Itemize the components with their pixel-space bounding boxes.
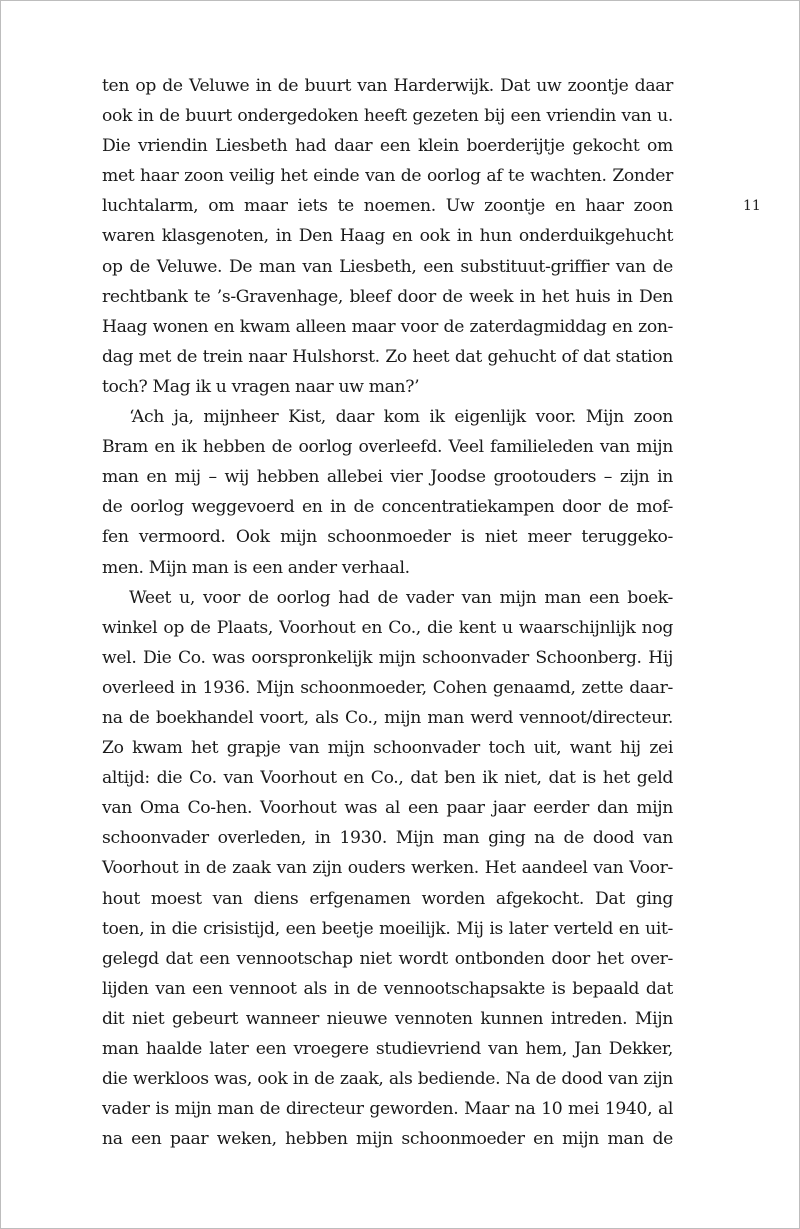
text-line: Haag wonen en kwam alleen maar voor de zaterdagmiddag en zon- — [102, 316, 673, 337]
text-line: Zo kwam het grapje van mijn schoonvader toch uit, want hij zei — [102, 738, 673, 759]
text-line: lijden van een vennoot als in de vennootschapsakte is bepaald dat — [102, 978, 673, 999]
text-line: dit niet gebeurt wanneer nieuwe vennoten kunnen intreden. Mijn — [102, 1008, 673, 1029]
text-line: gelegd dat een vennootschap niet wordt ontbonden door het over- — [102, 948, 673, 969]
body-text — [102, 71, 673, 1154]
text-line: Bram en ik hebben de oorlog overleefd. Veel familieleden van mijn — [102, 437, 673, 458]
text-line: die werkloos was, ook in de zaak, als bediende. Na de dood van zijn — [102, 1069, 673, 1090]
text-line: de oorlog weggevoerd en in de concentratiekampen door de mof- — [102, 497, 673, 518]
text-line: ook in de buurt ondergedoken heeft gezeten bij een vriendin van u. — [102, 106, 673, 127]
text-line: rechtbank te ’s-Gravenhage, bleef door de week in het huis in Den — [102, 286, 673, 307]
text-line: met haar zoon veilig het einde van de oorlog af te wachten. Zonder — [102, 166, 673, 187]
text-line: men. Mijn man is een ander verhaal. — [102, 557, 410, 578]
page-number: 11 — [743, 198, 761, 214]
text-line: luchtalarm, om maar iets te noemen. Uw zoontje en haar zoon — [102, 196, 673, 217]
text-line: Weet u, voor de oorlog had de vader van mijn man een boek- — [129, 587, 673, 608]
text-line: Die vriendin Liesbeth had daar een klein boerderijtje gekocht om — [102, 136, 673, 157]
text-line: vader is mijn man de directeur geworden. Maar na 10 mei 1940, al — [102, 1099, 673, 1120]
text-line: schoonvader overleden, in 1930. Mijn man ging na de dood van — [102, 828, 673, 849]
text-line: van Oma Co-hen. Voorhout was al een paar jaar eerder dan mijn — [102, 798, 673, 819]
text-line: overleed in 1936. Mijn schoonmoeder, Cohen genaamd, zette daar- — [102, 677, 673, 698]
text-line: toch? Mag ik u vragen naar uw man?’ — [102, 376, 420, 397]
text-line: na de boekhandel voort, als Co., mijn man werd vennoot/directeur. — [102, 707, 673, 728]
text-line: ‘Ach ja, mijnheer Kist, daar kom ik eigenlijk voor. Mijn zoon — [129, 407, 673, 428]
text-line: fen vermoord. Ook mijn schoonmoeder is niet meer teruggeko- — [102, 527, 673, 548]
text-line: dag met de trein naar Hulshorst. Zo heet dat gehucht of dat station — [102, 346, 673, 367]
text-line: op de Veluwe. De man van Liesbeth, een substituut-griffier van de — [102, 256, 673, 277]
text-line: na een paar weken, hebben mijn schoonmoeder en mijn man de — [102, 1129, 673, 1150]
text-line: winkel op de Plaats, Voorhout en Co., die kent u waarschijnlijk nog — [102, 617, 673, 638]
text-line: man en mij – wij hebben allebei vier Joodse grootouders – zijn in — [102, 467, 673, 488]
text-line: altijd: die Co. van Voorhout en Co., dat ben ik niet, dat is het geld — [102, 768, 673, 789]
text-line: ten op de Veluwe in de buurt van Harderwijk. Dat uw zoontje daar — [102, 76, 673, 96]
text-line: man haalde later een vroegere studievriend van hem, Jan Dekker, — [102, 1039, 673, 1059]
text-line: hout moest van diens erfgenamen worden afgekocht. Dat ging — [102, 888, 673, 909]
text-line: Voorhout in de zaak van zijn ouders werken. Het aandeel van Voor- — [102, 858, 673, 879]
text-line: waren klasgenoten, in Den Haag en ook in hun onderduikgehucht — [102, 226, 673, 247]
text-line: toen, in die crisistijd, een beetje moeilijk. Mij is later verteld en uit- — [102, 918, 673, 939]
text-line: wel. Die Co. was oorspronkelijk mijn schoonvader Schoonberg. Hij — [102, 647, 673, 668]
